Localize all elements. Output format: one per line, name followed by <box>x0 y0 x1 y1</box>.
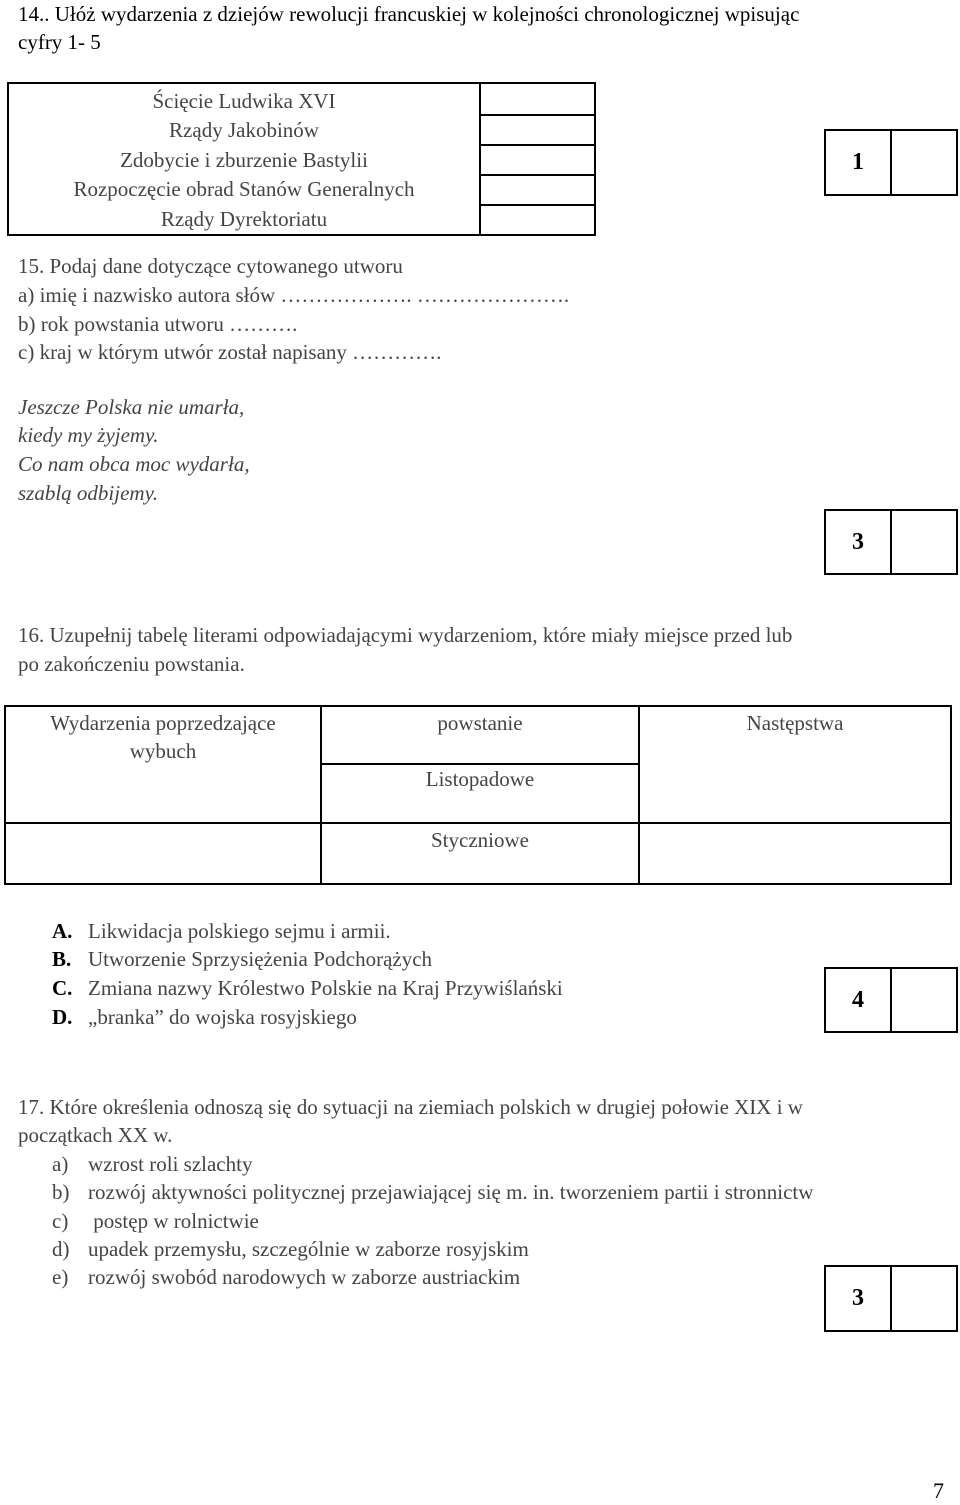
q17-option-e-letter: e) <box>52 1265 69 1289</box>
page-number: 7 <box>933 1478 944 1503</box>
q15-quote-line4: szablą odbijemy. <box>18 481 158 505</box>
q16-prompt-line1: 16. Uzupełnij tabelę literami odpowiadającymi wydarzeniom, które miały miejsce przed lub <box>18 623 793 647</box>
q16-option-d-text: „branka” do wojska rosyjskiego <box>88 1005 357 1029</box>
q16-option-b-letter: B. <box>52 947 72 971</box>
q14-event-5: Rządy Dyrektoriatu <box>160 206 328 231</box>
q14-answer-slot-1[interactable] <box>481 85 594 116</box>
q15-quote-line2: kiedy my żyjemy. <box>18 423 159 447</box>
q14-score-field[interactable] <box>892 131 956 194</box>
q15-quote-line1: Jeszcze Polska nie umarła, <box>18 395 245 419</box>
q16-table <box>4 705 952 885</box>
q16-score-field[interactable] <box>892 969 956 1031</box>
q17-prompt-line1: 17. Które określenia odnoszą się do sytuacji na ziemiach polskich w drugiej połowie XIX i w <box>18 1095 803 1119</box>
q17-option-b-text: rozwój aktywności politycznej przejawiającej się m. in. tworzeniem partii i stronnictw <box>88 1180 814 1204</box>
q17-option-c-text: postęp w rolnictwie <box>88 1209 259 1233</box>
q17-option-e-text: rozwój swobód narodowych w zaborze austriackim <box>88 1265 521 1289</box>
q14-event-2: Rządy Jakobinów <box>169 118 319 143</box>
q16-option-d <box>52 1003 357 1031</box>
q16-row-listopadowe-label: Listopadowe <box>425 767 535 791</box>
q16-header-after <box>639 706 951 823</box>
q16-option-c-text: Zmiana nazwy Królestwo Polskie na Kraj Przywiślański <box>88 976 563 1000</box>
q16-header-before <box>5 706 321 823</box>
q16-option-b-text: Utworzenie Sprzysiężenia Podchorążych <box>88 947 433 971</box>
q15-title: 15. Podaj dane dotyczące cytowanego utworu <box>18 254 403 278</box>
q17-option-b <box>52 1178 813 1206</box>
q16-row-styczniowe-label: Styczniowe <box>431 828 529 852</box>
q16-header-after-label: Następstwa <box>746 711 844 735</box>
q14-event-4: Rozpoczęcie obrad Stanów Generalnych <box>73 177 415 202</box>
q14-events-table <box>7 82 596 236</box>
q17-score-field[interactable] <box>892 1267 956 1330</box>
q16-score-points: 4 <box>826 969 892 1031</box>
q16-header-uprising-label: powstanie <box>437 711 523 735</box>
q14-event-3: Zdobycie i zburzenie Bastylii <box>120 147 368 172</box>
q14-answer-slot-2[interactable] <box>481 116 594 146</box>
q16-option-c-letter: C. <box>52 976 73 1000</box>
q14-prompt-line2: cyfry 1- 5 <box>18 30 101 54</box>
q14-event-1: Ścięcie Ludwika XVI <box>152 89 336 113</box>
q16-option-a <box>52 917 391 945</box>
q17-option-b-letter: b) <box>52 1180 70 1204</box>
q15-item-a: a) imię i nazwisko autora słów ………………. …………………. <box>18 283 570 307</box>
q14-answer-slot-5[interactable] <box>481 206 594 234</box>
q16-row-listopadowe <box>321 764 639 823</box>
q14-answer-column <box>480 83 595 235</box>
q15-item-c: c) kraj w którym utwór został napisany …………. <box>18 340 442 364</box>
q17-option-c <box>52 1207 259 1235</box>
q16-option-b <box>52 945 432 973</box>
q17-option-d-letter: d) <box>52 1237 70 1261</box>
q17-option-c-letter: c) <box>52 1209 69 1233</box>
q16-cell-after-2[interactable] <box>639 823 951 884</box>
q14-prompt-line1: 14.. Ułóż wydarzenia z dziejów rewolucji francuskiej w kolejności chronologicznej wpisując <box>18 2 800 26</box>
q14-answer-slot-3[interactable] <box>481 146 594 176</box>
q16-option-c <box>52 974 563 1002</box>
q14-events-cell <box>8 83 480 235</box>
q16-option-d-letter: D. <box>52 1005 73 1029</box>
q16-option-a-text: Likwidacja polskiego sejmu i armii. <box>88 919 391 943</box>
q15-item-b: b) rok powstania utworu ………. <box>18 312 298 336</box>
q17-option-e <box>52 1263 520 1291</box>
q15-score-box <box>824 509 958 575</box>
q17-option-a-letter: a) <box>52 1152 69 1176</box>
q17-prompt-line2: początkach XX w. <box>18 1123 173 1147</box>
q17-option-d-text: upadek przemysłu, szczególnie w zaborze rosyjskim <box>88 1237 529 1261</box>
q17-option-a-text: wzrost roli szlachty <box>88 1152 253 1176</box>
q16-row-styczniowe <box>321 823 639 884</box>
q16-cell-before-2[interactable] <box>5 823 321 884</box>
q15-score-field[interactable] <box>892 511 956 573</box>
q16-header-before-line2: wybuch <box>129 739 197 763</box>
q17-score-box <box>824 1265 958 1332</box>
q16-score-box <box>824 967 958 1033</box>
q17-option-d <box>52 1235 529 1263</box>
q16-prompt-line2: po zakończeniu powstania. <box>18 652 245 676</box>
q17-score-points: 3 <box>826 1267 892 1330</box>
q16-header-before-line1: Wydarzenia poprzedzające <box>50 711 276 735</box>
q14-score-points: 1 <box>826 131 892 194</box>
q16-header-uprising <box>321 706 639 764</box>
q17-option-a <box>52 1150 252 1178</box>
q14-score-box <box>824 129 958 196</box>
q14-answer-slot-4[interactable] <box>481 176 594 206</box>
q15-score-points: 3 <box>826 511 892 573</box>
q16-option-a-letter: A. <box>52 919 73 943</box>
q15-quote-line3: Co nam obca moc wydarła, <box>18 452 250 476</box>
